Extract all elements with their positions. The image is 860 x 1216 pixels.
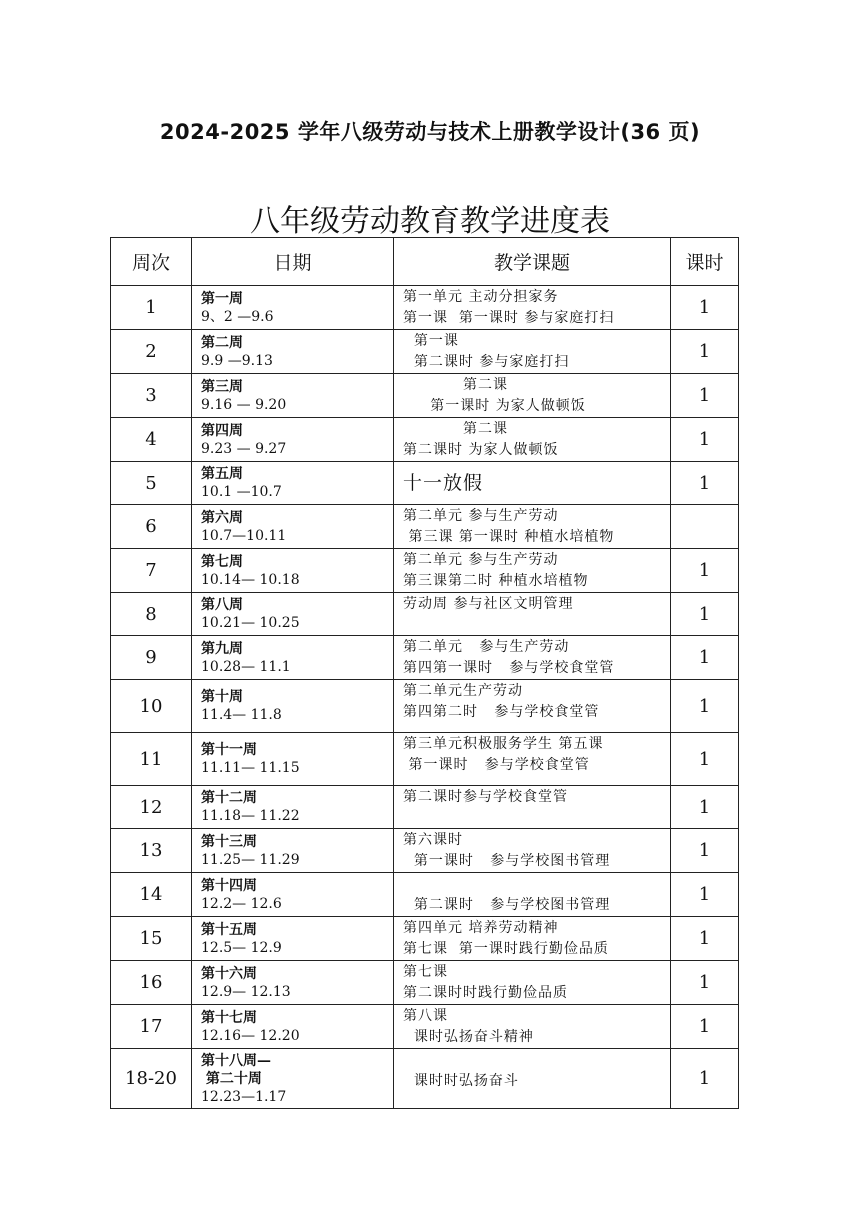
date-cell xyxy=(192,680,394,733)
topic-line: 第二单元 参与生产劳动 xyxy=(403,552,559,568)
week-label: 第五周 xyxy=(201,466,243,482)
week-label: 第三周 xyxy=(201,378,243,395)
date-cell xyxy=(192,286,394,330)
week-number-cell: 7 xyxy=(111,549,192,593)
date-cell xyxy=(192,1049,394,1109)
table-row xyxy=(111,286,739,330)
hours-cell: 1 xyxy=(671,917,739,961)
week-label: 第九周 xyxy=(201,640,243,657)
table-header-row xyxy=(111,238,739,286)
week-label: 第二周 xyxy=(201,334,243,351)
table-row xyxy=(111,680,739,733)
week-label: 第十二周 xyxy=(201,790,257,806)
table-row xyxy=(111,549,739,593)
date-cell xyxy=(192,829,394,873)
week-number-cell: 17 xyxy=(111,1005,192,1049)
topic-cell xyxy=(394,549,671,593)
topic-line: 劳动周 参与社区文明管理 xyxy=(403,596,574,612)
table-row xyxy=(111,330,739,374)
topic-line: 第二课时时践行勤俭品质 xyxy=(403,985,568,1001)
date-cell xyxy=(192,505,394,549)
date-range: 10.21— 10.25 xyxy=(201,615,300,631)
topic-cell xyxy=(394,961,671,1005)
topic-cell xyxy=(394,733,671,786)
hours-cell: 1 xyxy=(671,680,739,733)
date-cell xyxy=(192,733,394,786)
topic-cell xyxy=(394,418,671,462)
date-cell xyxy=(192,374,394,418)
topic-cell xyxy=(394,917,671,961)
topic-line: 第二课时 为家人做顿饭 xyxy=(403,442,559,458)
date-cell xyxy=(192,786,394,829)
hours-cell: 1 xyxy=(671,462,739,505)
table-row xyxy=(111,733,739,786)
schedule-table xyxy=(110,237,739,1109)
topic-line xyxy=(403,1050,670,1071)
table-row xyxy=(111,593,739,636)
topic-line: 第一课 第一课时 参与家庭打扫 xyxy=(403,310,615,326)
date-range: 9.23 — 9.27 xyxy=(201,440,287,457)
week-number-cell: 5 xyxy=(111,462,192,505)
date-range: 10.14— 10.18 xyxy=(201,571,300,588)
week-number-cell: 10 xyxy=(111,680,192,733)
week-label: 第七周 xyxy=(201,553,243,570)
week-number-cell: 18-20 xyxy=(111,1049,192,1109)
table-row xyxy=(111,636,739,680)
header-week-no: 周次 xyxy=(111,238,192,286)
hours-cell: 1 xyxy=(671,418,739,462)
week-label: 第十七周 xyxy=(201,1009,257,1026)
hours-cell: 1 xyxy=(671,873,739,917)
table-title: 八年级劳动教育教学进度表 xyxy=(250,204,610,239)
date-range: 11.18— 11.22 xyxy=(201,808,300,824)
week-number-cell: 4 xyxy=(111,418,192,462)
topic-line: 第二课时 参与家庭打扫 xyxy=(403,354,570,370)
table-row xyxy=(111,917,739,961)
hours-cell: 1 xyxy=(671,961,739,1005)
date-range: 10.1 —10.7 xyxy=(201,484,282,500)
hours-cell: 1 xyxy=(671,286,739,330)
date-range: 11.25— 11.29 xyxy=(201,851,300,868)
date-range: 9.9 —9.13 xyxy=(201,352,273,369)
topic-cell xyxy=(394,786,671,829)
date-range: 12.5— 12.9 xyxy=(201,939,282,956)
hours-cell: 1 xyxy=(671,786,739,829)
week-number-cell: 15 xyxy=(111,917,192,961)
table-row xyxy=(111,462,739,505)
date-range: 12.2— 12.6 xyxy=(201,895,282,912)
topic-line: 第二课时参与学校食堂管 xyxy=(403,789,568,805)
topic-line: 第二课 xyxy=(403,377,508,393)
topic-line: 第三课 第一课时 种植水培植物 xyxy=(403,529,615,545)
date-cell xyxy=(192,418,394,462)
topic-line xyxy=(403,874,670,895)
topic-line: 第三课第二时 种植水培植物 xyxy=(403,573,589,589)
table-row xyxy=(111,505,739,549)
week-label: 第八周 xyxy=(201,597,243,613)
week-number-cell: 9 xyxy=(111,636,192,680)
topic-cell xyxy=(394,330,671,374)
week-number-cell: 11 xyxy=(111,733,192,786)
date-cell xyxy=(192,462,394,505)
header-date: 日期 xyxy=(192,238,394,286)
topic-cell xyxy=(394,1049,671,1109)
hours-cell: 1 xyxy=(671,1005,739,1049)
date-range: 10.7—10.11 xyxy=(201,527,287,544)
hours-cell xyxy=(671,505,739,549)
week-number-cell: 3 xyxy=(111,374,192,418)
header-topic: 教学课题 xyxy=(394,238,671,286)
week-label: 第十四周 xyxy=(201,877,257,894)
topic-cell xyxy=(394,505,671,549)
header-hours: 课时 xyxy=(671,238,739,286)
topic-line: 第二单元生产劳动 xyxy=(403,683,523,699)
topic-line: 第二课 xyxy=(403,421,508,437)
schedule-body xyxy=(111,286,739,1109)
date-cell xyxy=(192,873,394,917)
topic-line: 第一课 xyxy=(403,333,459,349)
week-label: 第十三周 xyxy=(201,833,257,850)
topic-line: 第六课时 xyxy=(403,832,463,848)
week-label: 第十八周— xyxy=(201,1052,271,1069)
date-cell xyxy=(192,1005,394,1049)
topic-line: 第二课时 参与学校图书管理 xyxy=(403,897,611,913)
topic-line: 第四第一课时 参与学校食堂管 xyxy=(403,660,615,676)
week-label: 第十五周 xyxy=(201,921,257,938)
topic-cell xyxy=(394,829,671,873)
date-range: 12.9— 12.13 xyxy=(201,983,291,1000)
topic-line: 第二单元 参与生产劳动 xyxy=(403,639,570,655)
topic-cell xyxy=(394,636,671,680)
table-row xyxy=(111,1005,739,1049)
hours-cell: 1 xyxy=(671,829,739,873)
week-number-cell: 1 xyxy=(111,286,192,330)
hours-cell: 1 xyxy=(671,330,739,374)
date-range: 9、2 —9.6 xyxy=(201,308,274,325)
hours-cell: 1 xyxy=(671,593,739,636)
date-cell xyxy=(192,549,394,593)
topic-line: 课时弘扬奋斗精神 xyxy=(403,1029,534,1045)
date-cell xyxy=(192,961,394,1005)
date-range: 11.4— 11.8 xyxy=(201,707,282,723)
topic-cell xyxy=(394,286,671,330)
topic-line: 第一课时 参与学校食堂管 xyxy=(403,757,590,773)
hours-cell: 1 xyxy=(671,374,739,418)
topic-line: 第八课 xyxy=(403,1008,448,1024)
table-row xyxy=(111,829,739,873)
week-number-cell: 2 xyxy=(111,330,192,374)
topic-cell xyxy=(394,680,671,733)
topic-line: 第一课时 参与学校图书管理 xyxy=(403,853,611,869)
hours-cell: 1 xyxy=(671,636,739,680)
table-row xyxy=(111,1049,739,1109)
date-range: 12.16— 12.20 xyxy=(201,1027,300,1044)
topic-line: 第七课 xyxy=(403,964,448,980)
hours-cell: 1 xyxy=(671,549,739,593)
date-cell xyxy=(192,593,394,636)
date-cell xyxy=(192,330,394,374)
document-title: 2024-2025 学年八级劳动与技术上册教学设计(36 页) xyxy=(159,120,701,144)
week-number-cell: 13 xyxy=(111,829,192,873)
topic-line: 第三单元积极服务学生 第五课 xyxy=(403,736,604,752)
week-label: 第一周 xyxy=(201,290,243,307)
topic-line: 第四单元 培养劳动精神 xyxy=(403,920,559,936)
date-range: 9.16 — 9.20 xyxy=(201,396,287,413)
topic-cell xyxy=(394,593,671,636)
table-row xyxy=(111,873,739,917)
topic-line: 第二单元 参与生产劳动 xyxy=(403,508,559,524)
topic-line: 第四第二时 参与学校食堂管 xyxy=(403,704,600,720)
topic-line: 第一单元 主动分担家务 xyxy=(403,289,559,305)
week-label: 第十六周 xyxy=(201,965,257,982)
date-range: 12.23—1.17 xyxy=(201,1088,287,1105)
topic-cell xyxy=(394,462,671,505)
week-number-cell: 16 xyxy=(111,961,192,1005)
date-cell xyxy=(192,917,394,961)
topic-line: 第一课时 为家人做顿饭 xyxy=(403,398,586,414)
table-row xyxy=(111,786,739,829)
week-number-cell: 8 xyxy=(111,593,192,636)
week-label: 第四周 xyxy=(201,422,243,439)
topic-cell xyxy=(394,374,671,418)
topic-cell xyxy=(394,873,671,917)
date-cell xyxy=(192,636,394,680)
week-label-continued: 第二十周 xyxy=(201,1070,262,1087)
week-label: 第十周 xyxy=(201,689,243,705)
topic-cell xyxy=(394,1005,671,1049)
topic-line: 十一放假 xyxy=(403,471,484,494)
topic-line: 课时时弘扬奋斗 xyxy=(403,1073,519,1089)
hours-cell: 1 xyxy=(671,1049,739,1109)
week-label: 第六周 xyxy=(201,509,243,526)
week-label: 第十一周 xyxy=(201,742,257,758)
topic-line: 第七课 第一课时践行勤俭品质 xyxy=(403,941,609,957)
hours-cell: 1 xyxy=(671,733,739,786)
table-row xyxy=(111,374,739,418)
week-number-cell: 6 xyxy=(111,505,192,549)
table-row xyxy=(111,418,739,462)
week-number-cell: 12 xyxy=(111,786,192,829)
date-range: 10.28— 11.1 xyxy=(201,658,291,675)
date-range: 11.11— 11.15 xyxy=(201,760,300,776)
week-number-cell: 14 xyxy=(111,873,192,917)
table-row xyxy=(111,961,739,1005)
